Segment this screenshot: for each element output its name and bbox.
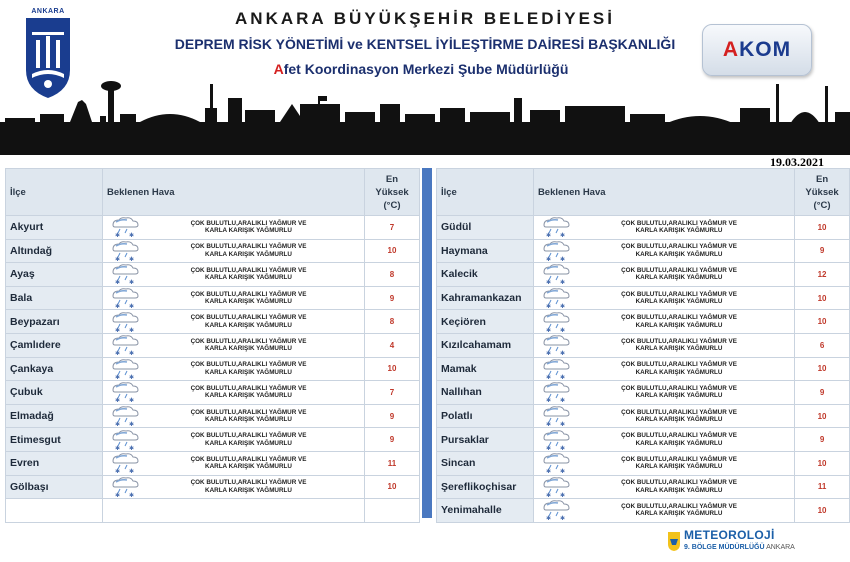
forecast-cell [533, 428, 794, 452]
svg-text:✱: ✱ [115, 373, 121, 380]
forecast-text-line1: ÇOK BULUTLU,ARALIKLI YAĞMUR VE [621, 337, 737, 345]
column-header-temp [365, 169, 420, 216]
forecast-cell [533, 499, 794, 523]
table-row [437, 333, 850, 357]
column-header-hava [533, 169, 794, 216]
forecast-text-line1: ÇOK BULUTLU,ARALIKLI YAĞMUR VE [190, 455, 307, 463]
forecast-text [141, 243, 364, 258]
forecast-text-line1: ÇOK BULUTLU,ARALIKLI YAĞMUR VE [190, 408, 307, 416]
district-name: Pursaklar [437, 428, 534, 452]
max-temperature: 9 [365, 404, 420, 428]
svg-text:✱: ✱ [559, 515, 565, 522]
svg-text:✱: ✱ [559, 255, 565, 262]
forecast-cell [103, 263, 365, 287]
table-row [6, 381, 420, 405]
forecast-text-line1: ÇOK BULUTLU,ARALIKLI YAĞMUR VE [190, 361, 307, 369]
svg-text:✱: ✱ [129, 255, 135, 262]
branch-title-first-letter: A [273, 61, 284, 77]
forecast-text-line2: KARLA KARIŞIK YAĞMURLU [205, 392, 292, 400]
forecast-text-line1: ÇOK BULUTLU,ARALIKLI YAĞMUR VE [621, 361, 737, 369]
table-row [6, 239, 420, 263]
forecast-cell [533, 263, 794, 287]
district-name: Çubuk [6, 381, 103, 405]
district-name: Bala [6, 286, 103, 310]
temp-header-line3: (°C) [813, 199, 831, 211]
forecast-text [141, 338, 364, 353]
weather-cloud-rain-snow-icon [538, 311, 572, 333]
meteorology-region: 9. BÖLGE MÜDÜRLÜĞÜ [684, 544, 765, 551]
forecast-cell [533, 475, 794, 499]
forecast-text-line2: KARLA KARIŞIK YAĞMURLU [205, 486, 292, 494]
district-name: Evren [6, 451, 103, 475]
svg-text:✱: ✱ [129, 279, 135, 286]
svg-text:✱: ✱ [115, 303, 121, 310]
forecast-cell [103, 451, 365, 475]
report-date: 19.03.2021 [770, 155, 824, 169]
weather-cloud-rain-snow-icon [107, 263, 141, 285]
forecast-text-line1: ÇOK BULUTLU,ARALIKLI YAĞMUR VE [621, 479, 737, 487]
empty-row [6, 499, 420, 523]
svg-text:✱: ✱ [545, 468, 551, 475]
forecast-text-line1: ÇOK BULUTLU,ARALIKLI YAĞMUR VE [190, 290, 307, 298]
forecast-cell [103, 239, 365, 263]
svg-text:✱: ✱ [559, 303, 565, 310]
forecast-text-line2: KARLA KARIŞIK YAĞMURLU [205, 439, 292, 447]
svg-text:✱: ✱ [129, 303, 135, 310]
svg-text:✱: ✱ [559, 326, 565, 333]
svg-text:✱: ✱ [115, 279, 121, 286]
table-row [437, 475, 850, 499]
forecast-text [141, 479, 364, 494]
weather-cloud-rain-snow-icon [107, 287, 141, 309]
weather-cloud-rain-snow-icon [107, 452, 141, 474]
forecast-text-line2: KARLA KARIŞIK YAĞMURLU [635, 392, 723, 400]
forecast-text-line1: ÇOK BULUTLU,ARALIKLI YAĞMUR VE [621, 219, 737, 227]
forecast-text-line2: KARLA KARIŞIK YAĞMURLU [205, 227, 292, 235]
forecast-text-line2: KARLA KARIŞIK YAĞMURLU [635, 368, 723, 376]
svg-text:✱: ✱ [115, 326, 121, 333]
forecast-cell [533, 286, 794, 310]
max-temperature: 9 [365, 428, 420, 452]
forecast-text-line2: KARLA KARIŞIK YAĞMURLU [205, 368, 292, 376]
forecast-text-line1: ÇOK BULUTLU,ARALIKLI YAĞMUR VE [621, 455, 737, 463]
table-row [6, 428, 420, 452]
table-row [6, 357, 420, 381]
forecast-text-line2: KARLA KARIŞIK YAĞMURLU [205, 274, 292, 282]
meteorology-title: METEOROLOJİ [684, 528, 775, 542]
akom-logo-k: K [739, 38, 756, 61]
svg-text:✱: ✱ [115, 421, 121, 428]
svg-text:✱: ✱ [545, 326, 551, 333]
weather-cloud-rain-snow-icon [107, 405, 141, 427]
max-temperature: 10 [795, 357, 850, 381]
forecast-text-line2: KARLA KARIŞIK YAĞMURLU [635, 321, 723, 329]
column-header-hava-label: Beklenen Hava [107, 186, 175, 198]
max-temperature: 10 [795, 499, 850, 523]
forecast-text [572, 338, 794, 353]
column-header-hava-label: Beklenen Hava [537, 186, 606, 198]
district-name: Güdül [437, 216, 534, 240]
weather-cloud-rain-snow-icon [538, 429, 572, 451]
weather-cloud-rain-snow-icon [538, 381, 572, 403]
svg-text:✱: ✱ [129, 421, 135, 428]
forecast-cell [533, 310, 794, 334]
district-name: Etimesgut [6, 428, 103, 452]
forecast-cell [533, 333, 794, 357]
forecast-text-line2: KARLA KARIŞIK YAĞMURLU [635, 486, 723, 494]
department-title: DEPREM RİSK YÖNETİMİ ve KENTSEL İYİLEŞTİRME DAİRESİ BAŞKANLIĞI [174, 36, 676, 52]
city-skyline-silhouette [0, 78, 850, 155]
weather-cloud-rain-snow-icon [538, 216, 572, 238]
forecast-text-line1: ÇOK BULUTLU,ARALIKLI YAĞMUR VE [190, 219, 307, 227]
forecast-text-line2: KARLA KARIŞIK YAĞMURLU [205, 321, 292, 329]
forecast-cell [103, 333, 365, 357]
forecast-text [572, 220, 794, 235]
forecast-text-line1: ÇOK BULUTLU,ARALIKLI YAĞMUR VE [190, 432, 307, 440]
svg-text:✱: ✱ [545, 279, 551, 286]
forecast-text-line2: KARLA KARIŞIK YAĞMURLU [635, 250, 723, 258]
max-temperature: 10 [795, 404, 850, 428]
table-row [437, 263, 850, 287]
forecast-text [141, 456, 364, 471]
district-name: Kalecik [437, 263, 534, 287]
forecast-text [572, 456, 794, 471]
forecast-cell [103, 404, 365, 428]
forecast-text-line1: ÇOK BULUTLU,ARALIKLI YAĞMUR VE [621, 243, 737, 251]
svg-text:✱: ✱ [115, 397, 121, 404]
forecast-text [572, 409, 794, 424]
weather-cloud-rain-snow-icon [538, 287, 572, 309]
column-header-ilce: İlçe [6, 169, 103, 216]
branch-title-rest: fet Koordinasyon Merkezi Şube Müdürlüğü [283, 61, 569, 77]
svg-text:✱: ✱ [545, 397, 551, 404]
svg-text:✱: ✱ [545, 232, 551, 239]
district-name: Haymana [437, 239, 534, 263]
empty-cell [365, 499, 420, 523]
table-header-row [6, 169, 420, 216]
svg-text:✱: ✱ [559, 350, 565, 357]
forecast-text [572, 267, 794, 282]
meteorology-logo-icon [666, 530, 682, 552]
max-temperature: 10 [365, 475, 420, 499]
district-name: Nallıhan [437, 381, 534, 405]
svg-text:✱: ✱ [129, 444, 135, 451]
temp-header-line2: Yüksek [375, 186, 409, 198]
svg-text:✱: ✱ [559, 444, 565, 451]
forecast-cell [103, 357, 365, 381]
table-row [6, 333, 420, 357]
forecast-text-line1: ÇOK BULUTLU,ARALIKLI YAĞMUR VE [621, 384, 737, 392]
forecast-text [141, 267, 364, 282]
forecast-cell [103, 428, 365, 452]
district-name: Gölbaşı [6, 475, 103, 499]
forecast-text [572, 385, 794, 400]
temp-header-line1: En [385, 173, 399, 185]
weather-cloud-rain-snow-icon [538, 405, 572, 427]
table-divider [422, 168, 432, 518]
forecast-cell [103, 286, 365, 310]
temp-header-line2: Yüksek [805, 186, 839, 198]
page-title: ANKARA BÜYÜKŞEHİR BELEDİYESİ [235, 9, 615, 28]
logo-text: ANKARA [31, 8, 65, 15]
forecast-text [141, 409, 364, 424]
table-row [6, 404, 420, 428]
forecast-text [572, 432, 794, 447]
akom-logo-om: OM [755, 38, 792, 61]
forecast-text-line2: KARLA KARIŞIK YAĞMURLU [205, 298, 292, 306]
district-name: Çamlıdere [6, 333, 103, 357]
akom-logo [702, 24, 812, 76]
district-name: Çankaya [6, 357, 103, 381]
table-row [6, 310, 420, 334]
max-temperature: 7 [365, 216, 420, 240]
forecast-text-line2: KARLA KARIŞIK YAĞMURLU [205, 345, 292, 353]
svg-text:✱: ✱ [129, 232, 135, 239]
max-temperature: 6 [795, 333, 850, 357]
weather-cloud-rain-snow-icon [538, 358, 572, 380]
forecast-text-line2: KARLA KARIŞIK YAĞMURLU [205, 250, 292, 258]
forecast-text-line1: ÇOK BULUTLU,ARALIKLI YAĞMUR VE [621, 290, 737, 298]
svg-text:✱: ✱ [129, 491, 135, 498]
forecast-text-line1: ÇOK BULUTLU,ARALIKLI YAĞMUR VE [190, 384, 307, 392]
svg-text:✱: ✱ [545, 255, 551, 262]
svg-text:✱: ✱ [559, 468, 565, 475]
forecast-text-line2: KARLA KARIŞIK YAĞMURLU [635, 227, 723, 235]
district-name: Şereflikoçhisar [437, 475, 534, 499]
forecast-text-line1: ÇOK BULUTLU,ARALIKLI YAĞMUR VE [621, 314, 737, 322]
district-name: Mamak [437, 357, 534, 381]
max-temperature: 10 [795, 451, 850, 475]
weather-cloud-rain-snow-icon [107, 381, 141, 403]
table-row [437, 499, 850, 523]
max-temperature: 11 [365, 451, 420, 475]
max-temperature: 9 [365, 286, 420, 310]
svg-text:✱: ✱ [545, 491, 551, 498]
svg-text:✱: ✱ [129, 373, 135, 380]
forecast-text [141, 291, 364, 306]
forecast-text [141, 220, 364, 235]
forecast-text [572, 291, 794, 306]
svg-text:✱: ✱ [545, 444, 551, 451]
svg-text:✱: ✱ [115, 491, 121, 498]
table-row [437, 357, 850, 381]
weather-cloud-rain-snow-icon [107, 334, 141, 356]
forecast-text [572, 243, 794, 258]
weather-cloud-rain-snow-icon [538, 476, 572, 498]
svg-text:✱: ✱ [115, 468, 121, 475]
forecast-text [572, 314, 794, 329]
empty-cell [6, 499, 103, 523]
meteorology-logo [666, 528, 816, 558]
weather-cloud-rain-snow-icon [107, 216, 141, 238]
svg-text:✱: ✱ [559, 421, 565, 428]
district-name: Keçiören [437, 310, 534, 334]
forecast-text-line2: KARLA KARIŞIK YAĞMURLU [635, 345, 723, 353]
svg-text:✱: ✱ [129, 326, 135, 333]
max-temperature: 9 [795, 381, 850, 405]
forecast-cell [533, 451, 794, 475]
max-temperature: 9 [795, 239, 850, 263]
column-header-ilce: İlçe [437, 169, 534, 216]
svg-text:✱: ✱ [129, 468, 135, 475]
forecast-text [141, 385, 364, 400]
forecast-cell [533, 216, 794, 240]
table-row [437, 310, 850, 334]
svg-text:✱: ✱ [545, 373, 551, 380]
table-row [437, 451, 850, 475]
weather-cloud-rain-snow-icon [538, 334, 572, 356]
weather-cloud-rain-snow-icon [538, 263, 572, 285]
forecast-text-line1: ÇOK BULUTLU,ARALIKLI YAĞMUR VE [190, 479, 307, 487]
weather-cloud-rain-snow-icon [107, 476, 141, 498]
max-temperature: 10 [795, 216, 850, 240]
district-name: Ayaş [6, 263, 103, 287]
table-row [6, 216, 420, 240]
max-temperature: 9 [795, 428, 850, 452]
table-row [437, 428, 850, 452]
table-row [437, 216, 850, 240]
svg-text:✱: ✱ [545, 421, 551, 428]
forecast-table-left [5, 168, 420, 523]
meteorology-subtitle [684, 544, 795, 551]
table-row [6, 263, 420, 287]
max-temperature: 11 [795, 475, 850, 499]
weather-cloud-rain-snow-icon [538, 240, 572, 262]
svg-text:✱: ✱ [559, 491, 565, 498]
max-temperature: 10 [795, 286, 850, 310]
forecast-text-line2: KARLA KARIŞIK YAĞMURLU [635, 510, 723, 518]
forecast-cell [103, 475, 365, 499]
svg-text:✱: ✱ [129, 350, 135, 357]
forecast-table-right [436, 168, 850, 523]
district-name: Yenimahalle [437, 499, 534, 523]
svg-text:✱: ✱ [129, 397, 135, 404]
forecast-cell [533, 357, 794, 381]
max-temperature: 10 [795, 310, 850, 334]
max-temperature: 10 [365, 357, 420, 381]
table-row [437, 286, 850, 310]
forecast-text-line2: KARLA KARIŞIK YAĞMURLU [635, 298, 723, 306]
svg-text:✱: ✱ [115, 444, 121, 451]
forecast-text-line1: ÇOK BULUTLU,ARALIKLI YAĞMUR VE [190, 314, 307, 322]
district-name: Elmadağ [6, 404, 103, 428]
forecast-text [572, 361, 794, 376]
table-row [6, 451, 420, 475]
akom-logo-a: A [722, 38, 740, 61]
district-name: Beypazarı [6, 310, 103, 334]
table-header-row [437, 169, 850, 216]
svg-text:✱: ✱ [545, 350, 551, 357]
weather-cloud-rain-snow-icon [107, 358, 141, 380]
empty-cell [103, 499, 365, 523]
forecast-text-line2: KARLA KARIŞIK YAĞMURLU [635, 439, 723, 447]
district-name: Altındağ [6, 239, 103, 263]
forecast-text-line1: ÇOK BULUTLU,ARALIKLI YAĞMUR VE [621, 266, 737, 274]
forecast-text [141, 314, 364, 329]
svg-text:✱: ✱ [545, 303, 551, 310]
forecast-cell [533, 381, 794, 405]
page-header [0, 0, 850, 155]
forecast-text-line2: KARLA KARIŞIK YAĞMURLU [635, 274, 723, 282]
forecast-cell [103, 216, 365, 240]
forecast-cell [103, 381, 365, 405]
max-temperature: 8 [365, 263, 420, 287]
forecast-text [572, 503, 794, 518]
forecast-text-line1: ÇOK BULUTLU,ARALIKLI YAĞMUR VE [190, 266, 307, 274]
temp-header-line3: (°C) [383, 199, 401, 211]
table-row [6, 286, 420, 310]
weather-cloud-rain-snow-icon [538, 499, 572, 521]
district-name: Polatlı [437, 404, 534, 428]
forecast-text-line2: KARLA KARIŞIK YAĞMURLU [205, 463, 292, 471]
district-name: Kahramankazan [437, 286, 534, 310]
district-name: Akyurt [6, 216, 103, 240]
column-header-hava [103, 169, 365, 216]
forecast-text-line2: KARLA KARIŞIK YAĞMURLU [205, 416, 292, 424]
svg-text:✱: ✱ [559, 279, 565, 286]
forecast-text-line2: KARLA KARIŞIK YAĞMURLU [635, 416, 723, 424]
svg-text:✱: ✱ [559, 397, 565, 404]
forecast-text-line1: ÇOK BULUTLU,ARALIKLI YAĞMUR VE [190, 337, 307, 345]
column-header-temp [795, 169, 850, 216]
forecast-cell [103, 310, 365, 334]
max-temperature: 7 [365, 381, 420, 405]
meteorology-city: ANKARA [766, 544, 795, 551]
max-temperature: 8 [365, 310, 420, 334]
forecast-text-line1: ÇOK BULUTLU,ARALIKLI YAĞMUR VE [621, 432, 737, 440]
svg-text:✱: ✱ [559, 373, 565, 380]
forecast-text-line1: ÇOK BULUTLU,ARALIKLI YAĞMUR VE [190, 243, 307, 251]
forecast-text [141, 432, 364, 447]
table-row [437, 381, 850, 405]
district-name: Sincan [437, 451, 534, 475]
forecast-text-line1: ÇOK BULUTLU,ARALIKLI YAĞMUR VE [621, 502, 737, 510]
svg-text:✱: ✱ [545, 515, 551, 522]
forecast-text-line2: KARLA KARIŞIK YAĞMURLU [635, 463, 723, 471]
forecast-cell [533, 239, 794, 263]
max-temperature: 4 [365, 333, 420, 357]
table-row [437, 239, 850, 263]
svg-text:✱: ✱ [115, 232, 121, 239]
max-temperature: 10 [365, 239, 420, 263]
max-temperature: 12 [795, 263, 850, 287]
district-name: Kızılcahamam [437, 333, 534, 357]
svg-text:✱: ✱ [559, 232, 565, 239]
forecast-text-line1: ÇOK BULUTLU,ARALIKLI YAĞMUR VE [621, 408, 737, 416]
temp-header-line1: En [815, 173, 829, 185]
weather-cloud-rain-snow-icon [107, 429, 141, 451]
weather-cloud-rain-snow-icon [107, 311, 141, 333]
forecast-text [572, 479, 794, 494]
svg-text:✱: ✱ [115, 255, 121, 262]
forecast-text [141, 361, 364, 376]
weather-cloud-rain-snow-icon [538, 452, 572, 474]
svg-text:✱: ✱ [115, 350, 121, 357]
table-row [6, 475, 420, 499]
weather-cloud-rain-snow-icon [107, 240, 141, 262]
table-row [437, 404, 850, 428]
forecast-cell [533, 404, 794, 428]
